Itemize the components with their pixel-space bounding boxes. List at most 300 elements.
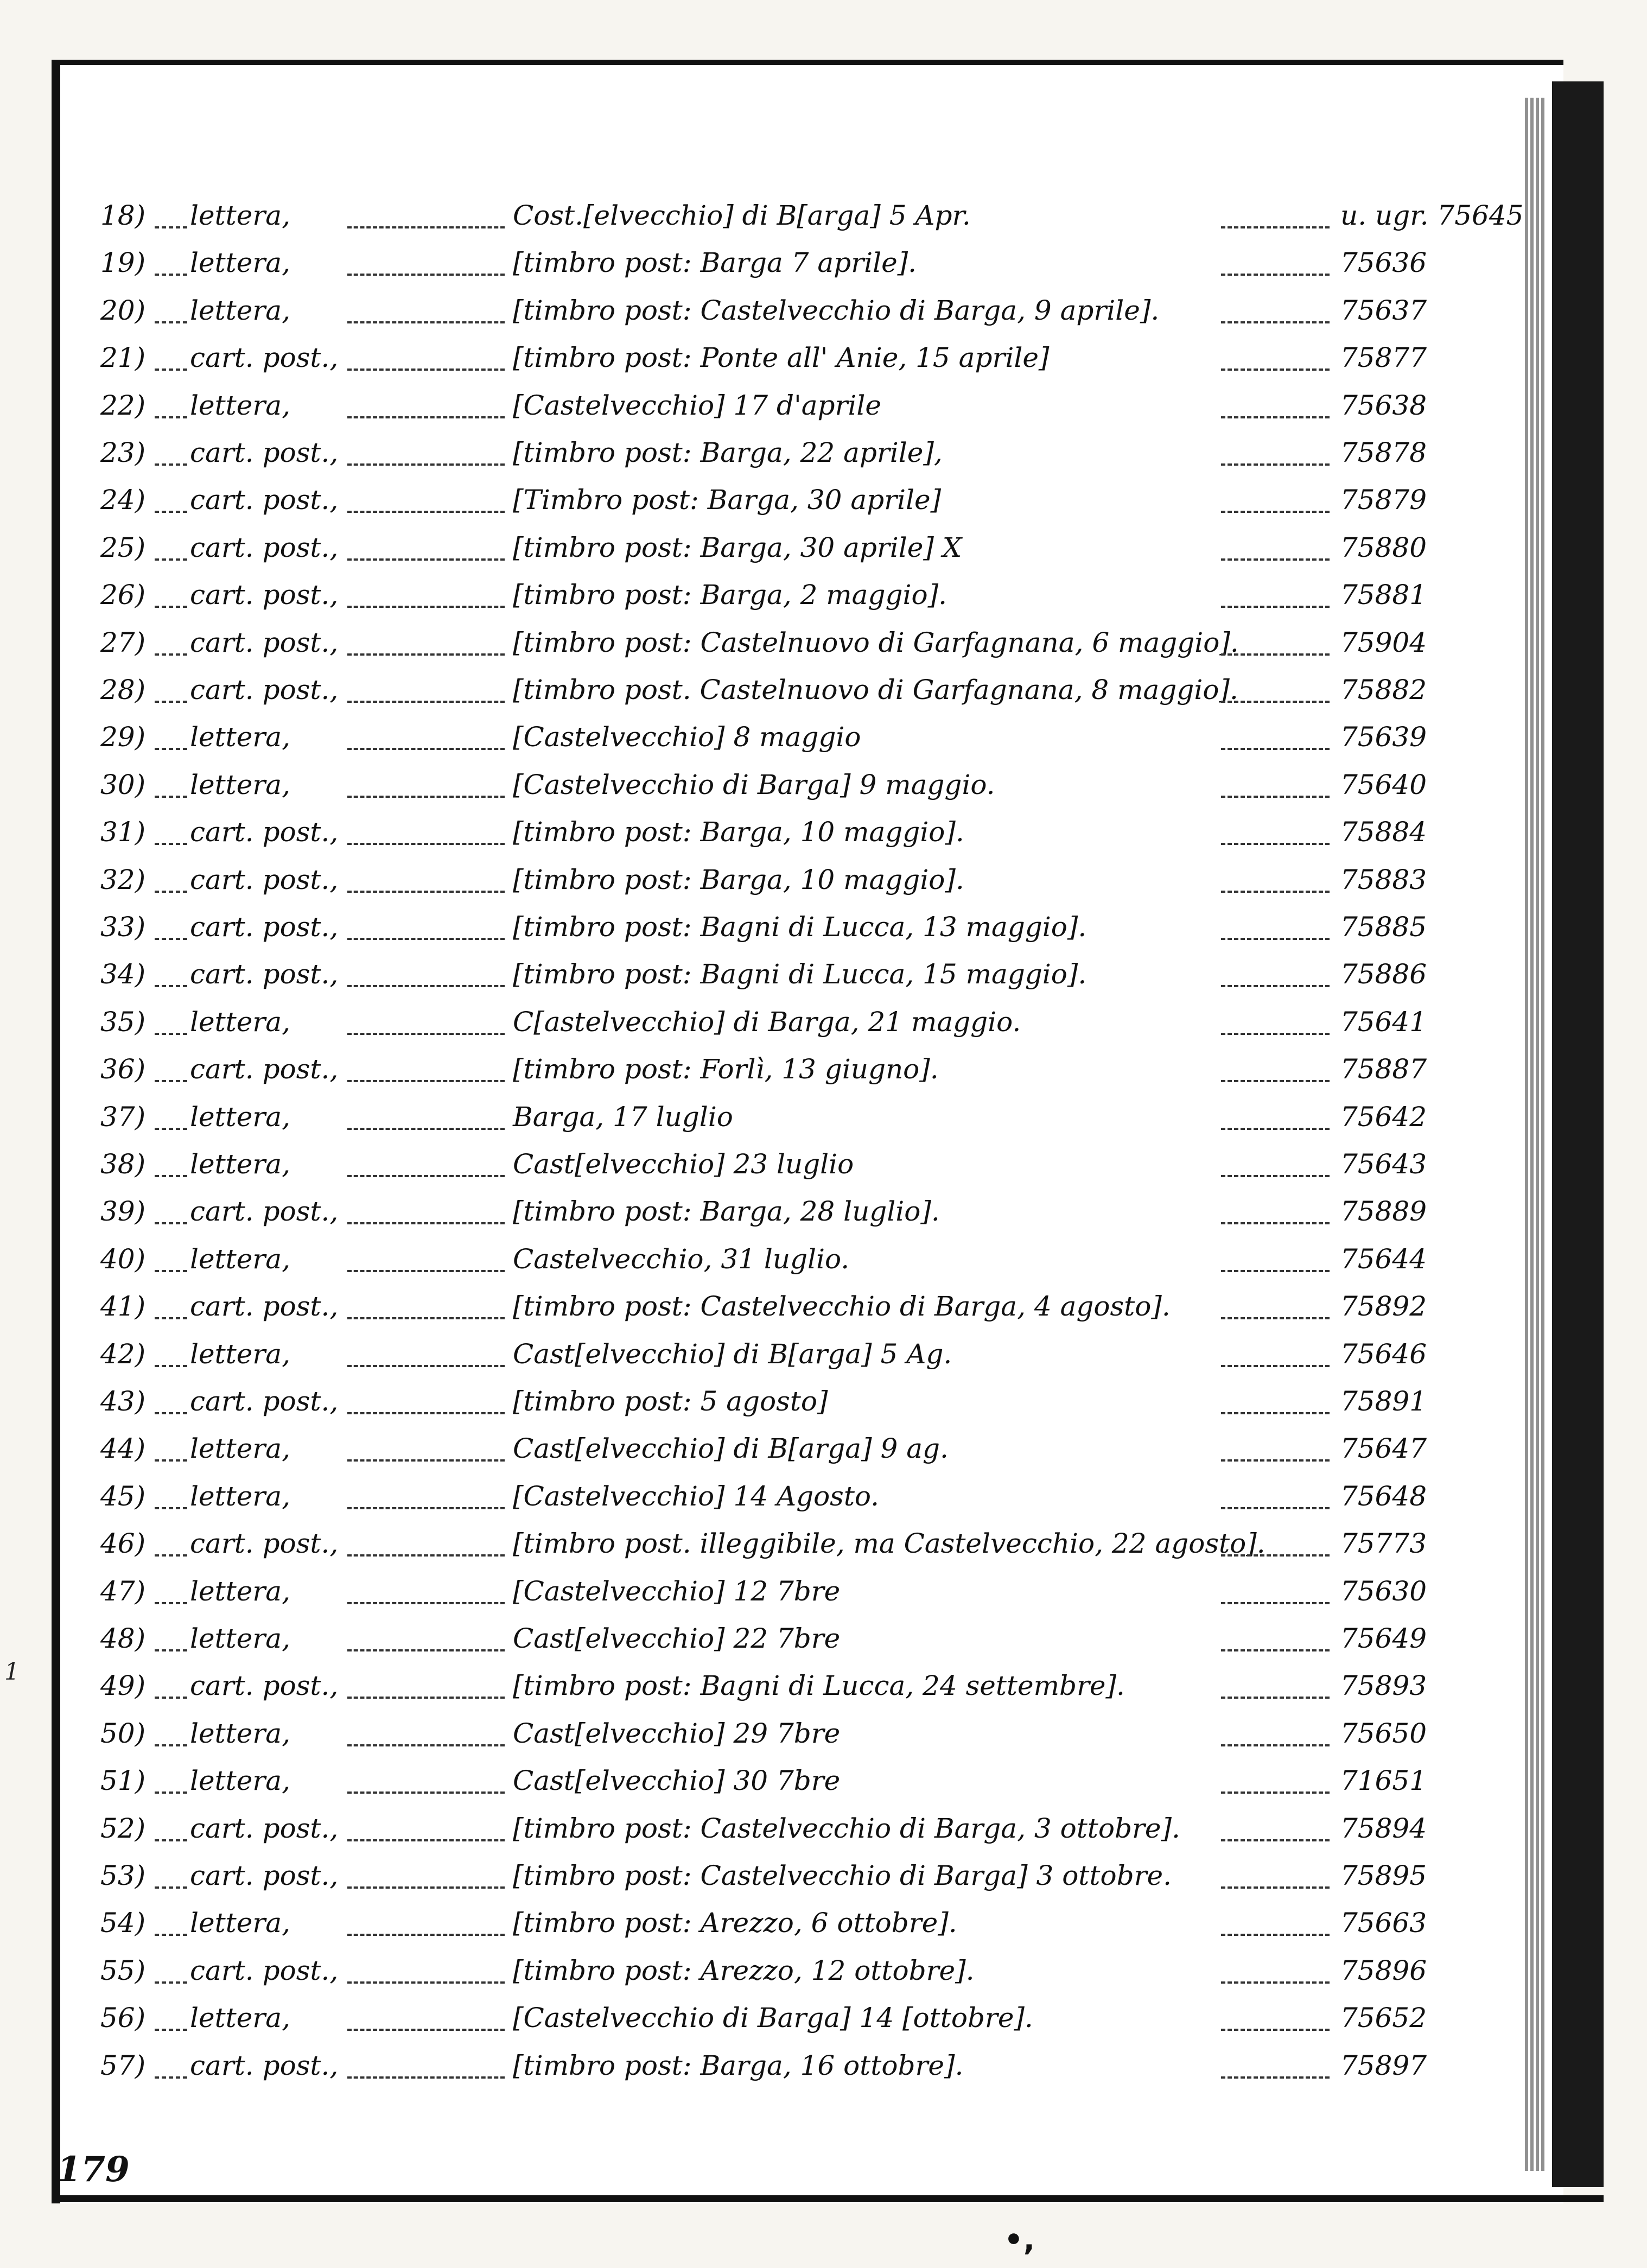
dotted-leader — [347, 1744, 505, 1746]
dotted-leader — [347, 226, 505, 228]
entry-type: lettera, — [190, 1101, 290, 1133]
dotted-leader — [347, 511, 505, 513]
dotted-leader — [1221, 1459, 1330, 1462]
dotted-leader — [347, 843, 505, 845]
ledger-entry — [0, 1094, 1647, 1142]
entry-type: cart. post., — [190, 863, 339, 895]
entry-number: 47) — [100, 1575, 146, 1607]
ledger-entry — [0, 288, 1647, 335]
dotted-leader — [1221, 1033, 1330, 1035]
dotted-leader — [155, 843, 187, 845]
dotted-leader — [1221, 701, 1330, 703]
dotted-leader — [347, 985, 505, 987]
entry-reference: 75638 — [1340, 389, 1427, 421]
dotted-leader — [1221, 321, 1330, 323]
entry-description: Cast[elvecchio] di B[arga] 9 ag. — [513, 1433, 949, 1465]
entry-description: [Castelvecchio] 14 Agosto. — [513, 1480, 880, 1512]
dotted-leader — [155, 1033, 187, 1035]
entry-reference: 75642 — [1340, 1101, 1427, 1133]
entry-number: 55) — [100, 1954, 146, 1986]
dotted-leader — [347, 1033, 505, 1035]
dotted-leader — [347, 891, 505, 893]
entry-reference: 75886 — [1340, 958, 1427, 990]
dotted-leader — [155, 2076, 187, 2079]
entry-reference: 75644 — [1340, 1243, 1427, 1275]
dotted-leader — [155, 1649, 187, 1651]
ledger-entry — [0, 1284, 1647, 1331]
entry-type: lettera, — [190, 1148, 290, 1180]
ledger-entry — [0, 1948, 1647, 1996]
dotted-leader — [1221, 748, 1330, 750]
dotted-leader — [1221, 1270, 1330, 1272]
dotted-leader — [155, 321, 187, 323]
entry-description: [Castelvecchio] 12 7bre — [513, 1575, 841, 1607]
entry-description: [timbro post: Castelvecchio di Barga, 4 agosto]. — [513, 1291, 1171, 1323]
entry-number: 39) — [100, 1196, 146, 1228]
ledger-entry — [0, 383, 1647, 430]
dotted-leader — [155, 274, 187, 276]
dotted-leader — [1221, 1365, 1330, 1367]
dotted-leader — [1221, 1744, 1330, 1746]
dotted-leader — [347, 938, 505, 940]
dotted-leader — [1221, 1175, 1330, 1177]
entry-number: 48) — [100, 1623, 146, 1654]
entry-reference: 75894 — [1340, 1812, 1427, 1844]
dotted-leader — [155, 1270, 187, 1272]
entry-reference: 75882 — [1340, 674, 1427, 706]
dotted-leader — [155, 1981, 187, 1984]
entry-reference: 75648 — [1340, 1480, 1427, 1512]
dotted-leader — [1221, 1649, 1330, 1651]
entry-description: [timbro post. illeggibile, ma Castelvecchio, 22 agosto]. — [513, 1528, 1266, 1560]
dotted-leader — [1221, 2076, 1330, 2079]
entry-type: cart. post., — [190, 1196, 339, 1228]
dotted-leader — [347, 1649, 505, 1651]
ledger-entry — [0, 904, 1647, 952]
dotted-leader — [155, 796, 187, 798]
entry-type: lettera, — [190, 768, 290, 801]
entry-type: cart. post., — [190, 911, 339, 943]
entry-type: cart. post., — [190, 958, 339, 990]
entry-description: [Castelvecchio di Barga] 14 [ottobre]. — [513, 2002, 1033, 2034]
dotted-leader — [347, 1175, 505, 1177]
ledger-entry — [0, 1568, 1647, 1616]
dotted-leader — [155, 1839, 187, 1841]
ledger-entry — [0, 525, 1647, 573]
entry-number: 27) — [100, 626, 146, 658]
dotted-leader — [155, 606, 187, 608]
entry-description: [timbro post: Bagni di Lucca, 24 settembre]. — [513, 1670, 1125, 1702]
entry-reference: 75884 — [1340, 816, 1427, 848]
entry-description: [timbro post: Barga, 22 aprile], — [513, 437, 943, 468]
ledger-entry — [0, 572, 1647, 620]
entry-number: 30) — [100, 768, 146, 801]
entry-number: 25) — [100, 531, 146, 563]
dotted-leader — [1221, 606, 1330, 608]
entry-number: 28) — [100, 674, 146, 706]
entry-type: cart. post., — [190, 626, 339, 658]
entry-number: 34) — [100, 958, 146, 990]
dotted-leader — [1221, 416, 1330, 418]
ledger-entry — [0, 1900, 1647, 1948]
ledger-entry — [0, 1711, 1647, 1758]
dotted-leader — [347, 1128, 505, 1130]
dotted-leader — [155, 1317, 187, 1319]
ledger-entry — [0, 999, 1647, 1047]
entry-reference: 75650 — [1340, 1717, 1427, 1749]
dotted-leader — [1221, 1080, 1330, 1082]
ledger-entry — [0, 620, 1647, 668]
entry-description: [timbro post: Forlì, 13 giugno]. — [513, 1053, 939, 1085]
dotted-leader — [155, 653, 187, 656]
entry-description: [timbro post: Castelnuovo di Garfagnana, 6 maggio]. — [513, 626, 1239, 658]
entry-description: [timbro post: Barga, 30 aprile] X — [513, 531, 962, 563]
dotted-leader — [155, 1697, 187, 1699]
entry-description: Cast[elvecchio] 23 luglio — [513, 1148, 854, 1180]
dotted-leader — [347, 1839, 505, 1841]
entry-type: lettera, — [190, 1623, 290, 1654]
dotted-leader — [1221, 653, 1330, 656]
ledger-entry — [0, 1521, 1647, 1568]
dotted-leader — [155, 1744, 187, 1746]
margin-mark: 1 — [4, 1658, 20, 1686]
entry-type: lettera, — [190, 1717, 290, 1749]
entry-number: 57) — [100, 2049, 146, 2081]
dotted-leader — [1221, 558, 1330, 561]
entry-type: lettera, — [190, 1907, 290, 1939]
entry-number: 50) — [100, 1717, 146, 1749]
dotted-leader — [347, 416, 505, 418]
entry-description: [timbro post: Barga, 16 ottobre]. — [513, 2049, 964, 2081]
dotted-leader — [155, 1554, 187, 1557]
ledger-entry — [0, 430, 1647, 478]
dotted-leader — [1221, 511, 1330, 513]
entry-number: 32) — [100, 863, 146, 895]
dotted-leader — [347, 321, 505, 323]
dotted-leader — [155, 701, 187, 703]
dotted-leader — [347, 1412, 505, 1414]
entry-number: 24) — [100, 484, 146, 516]
ledger-entry — [0, 714, 1647, 762]
dotted-leader — [347, 1886, 505, 1889]
ledger-entry — [0, 1853, 1647, 1901]
dotted-leader — [347, 1981, 505, 1984]
entry-reference: 75647 — [1340, 1433, 1427, 1465]
entry-number: 29) — [100, 721, 146, 753]
entry-number: 53) — [100, 1860, 146, 1891]
ledger-entry — [0, 1995, 1647, 2043]
entry-type: cart. post., — [190, 1860, 339, 1891]
entry-number: 40) — [100, 1243, 146, 1275]
entry-description: Barga, 17 luglio — [513, 1101, 733, 1133]
entry-type: cart. post., — [190, 816, 339, 848]
entry-number: 49) — [100, 1670, 146, 1702]
entry-description: [timbro post: Castelvecchio di Barga, 3 ottobre]. — [513, 1812, 1180, 1844]
dotted-leader — [1221, 1697, 1330, 1699]
dotted-leader — [1221, 843, 1330, 845]
ledger-entry — [0, 1473, 1647, 1521]
entry-reference: 75879 — [1340, 484, 1427, 516]
dotted-leader — [347, 701, 505, 703]
dotted-leader — [155, 2029, 187, 2031]
dotted-leader — [155, 985, 187, 987]
entry-description: [timbro post: Arezzo, 12 ottobre]. — [513, 1954, 975, 1986]
dotted-leader — [347, 463, 505, 466]
dotted-leader — [347, 1459, 505, 1462]
entry-description: Castelvecchio, 31 luglio. — [513, 1243, 850, 1275]
entry-type: cart. post., — [190, 674, 339, 706]
ledger-entry — [0, 1141, 1647, 1189]
page-number: 179 — [57, 2149, 130, 2190]
dotted-leader — [1221, 274, 1330, 276]
dotted-leader — [347, 1080, 505, 1082]
entry-type: cart. post., — [190, 1670, 339, 1702]
dotted-leader — [347, 1697, 505, 1699]
entry-number: 54) — [100, 1907, 146, 1939]
ledger-entry — [0, 1236, 1647, 1284]
entry-type: lettera, — [190, 1575, 290, 1607]
entry-description: Cast[elvecchio] di B[arga] 5 Ag. — [513, 1338, 952, 1370]
ledger-entry — [0, 1378, 1647, 1426]
dotted-leader — [155, 226, 187, 228]
entry-type: cart. post., — [190, 437, 339, 468]
dotted-leader — [1221, 1934, 1330, 1936]
entry-type: cart. post., — [190, 1291, 339, 1323]
dotted-leader — [155, 1175, 187, 1177]
dotted-leader — [347, 1365, 505, 1367]
entry-type: cart. post., — [190, 1954, 339, 1986]
entry-type: cart. post., — [190, 484, 339, 516]
entry-type: lettera, — [190, 1765, 290, 1797]
entry-reference: 75889 — [1340, 1196, 1427, 1228]
entry-description: Cast[elvecchio] 30 7bre — [513, 1765, 841, 1797]
entry-description: C[astelvecchio] di Barga, 21 maggio. — [513, 1006, 1021, 1038]
ledger-entry — [0, 335, 1647, 383]
entry-reference: 75896 — [1340, 1954, 1427, 1986]
entry-type: lettera, — [190, 294, 290, 326]
entry-number: 20) — [100, 294, 146, 326]
dotted-leader — [347, 274, 505, 276]
dotted-leader — [155, 511, 187, 513]
dotted-leader — [155, 1886, 187, 1889]
entry-description: [timbro post. Castelnuovo di Garfagnana, 8 maggio]. — [513, 674, 1238, 706]
dotted-leader — [155, 558, 187, 561]
entry-description: Cast[elvecchio] 22 7bre — [513, 1623, 841, 1654]
entry-description: [timbro post: Barga, 10 maggio]. — [513, 863, 964, 895]
dotted-leader — [1221, 1507, 1330, 1509]
dotted-leader — [155, 1222, 187, 1224]
dotted-leader — [1221, 985, 1330, 987]
ledger-entry — [0, 1189, 1647, 1236]
dotted-leader — [347, 796, 505, 798]
entry-reference: 75893 — [1340, 1670, 1427, 1702]
ledger-entry — [0, 667, 1647, 715]
entry-reference: 75643 — [1340, 1148, 1427, 1180]
entry-type: cart. post., — [190, 1386, 339, 1417]
dotted-leader — [155, 1128, 187, 1130]
dotted-leader — [347, 1934, 505, 1936]
entry-type: lettera, — [190, 1338, 290, 1370]
entry-reference: 75897 — [1340, 2049, 1427, 2081]
entry-number: 19) — [100, 247, 146, 279]
entry-reference: 75887 — [1340, 1053, 1427, 1085]
entry-type: cart. post., — [190, 342, 339, 374]
dotted-leader — [1221, 1839, 1330, 1841]
dotted-leader — [347, 1791, 505, 1794]
entry-description: [timbro post: Barga, 10 maggio]. — [513, 816, 964, 848]
entry-description: [Timbro post: Barga, 30 aprile] — [513, 484, 942, 516]
entry-number: 56) — [100, 2002, 146, 2034]
dotted-leader — [347, 1602, 505, 1604]
ledger-entry — [0, 193, 1647, 240]
dotted-leader — [347, 369, 505, 371]
entry-number: 23) — [100, 437, 146, 468]
dotted-leader — [155, 416, 187, 418]
dotted-leader — [347, 1554, 505, 1557]
entry-number: 36) — [100, 1053, 146, 1085]
dotted-leader — [155, 748, 187, 750]
entry-number: 46) — [100, 1528, 146, 1560]
entry-number: 38) — [100, 1148, 146, 1180]
entry-description: [timbro post: Castelvecchio di Barga] 3 ottobre. — [513, 1860, 1172, 1891]
ledger-entry — [0, 2043, 1647, 2091]
dotted-leader — [347, 2029, 505, 2031]
entry-description: [timbro post: Bagni di Lucca, 15 maggio]. — [513, 958, 1087, 990]
entry-number: 52) — [100, 1812, 146, 1844]
ink-mark: •, — [1004, 2222, 1035, 2258]
dotted-leader — [155, 891, 187, 893]
dotted-leader — [1221, 1128, 1330, 1130]
entry-number: 18) — [100, 200, 146, 231]
ledger-entry — [0, 1046, 1647, 1094]
ledger-entry — [0, 857, 1647, 905]
entry-description: [timbro post: Bagni di Lucca, 13 maggio]. — [513, 911, 1087, 943]
entry-reference: 75649 — [1340, 1623, 1427, 1654]
entry-reference: 75895 — [1340, 1860, 1427, 1891]
entry-number: 51) — [100, 1765, 146, 1797]
entry-reference: 75641 — [1340, 1006, 1427, 1038]
entry-reference: 75885 — [1340, 911, 1427, 943]
entry-number: 44) — [100, 1433, 146, 1465]
entry-reference: 75773 — [1340, 1528, 1427, 1560]
dotted-leader — [155, 1412, 187, 1414]
dotted-leader — [1221, 2029, 1330, 2031]
entry-reference: 75652 — [1340, 2002, 1427, 2034]
entry-type: lettera, — [190, 1006, 290, 1038]
ledger-entry — [0, 809, 1647, 857]
dotted-leader — [155, 369, 187, 371]
entry-reference: 75880 — [1340, 531, 1427, 563]
entry-reference: 75878 — [1340, 437, 1427, 468]
dotted-leader — [1221, 463, 1330, 466]
ledger-entry — [0, 762, 1647, 810]
dotted-leader — [347, 1507, 505, 1509]
entry-description: [timbro post: Arezzo, 6 ottobre]. — [513, 1907, 957, 1939]
ledger-entry — [0, 951, 1647, 999]
dotted-leader — [155, 1507, 187, 1509]
dotted-leader — [155, 1934, 187, 1936]
entry-reference: 75630 — [1340, 1575, 1427, 1607]
entry-reference: 75892 — [1340, 1291, 1427, 1323]
dotted-leader — [1221, 1981, 1330, 1984]
entry-number: 22) — [100, 389, 146, 421]
entry-description: [timbro post: Castelvecchio di Barga, 9 aprile]. — [513, 294, 1160, 326]
entry-reference: 75891 — [1340, 1386, 1427, 1417]
entry-type: lettera, — [190, 2002, 290, 2034]
entry-type: cart. post., — [190, 1528, 339, 1560]
entry-number: 33) — [100, 911, 146, 943]
entry-type: cart. post., — [190, 579, 339, 611]
entry-type: cart. post., — [190, 2049, 339, 2081]
entry-type: cart. post., — [190, 1053, 339, 1085]
entry-reference: 75646 — [1340, 1338, 1427, 1370]
dotted-leader — [155, 1459, 187, 1462]
entry-type: lettera, — [190, 247, 290, 279]
ledger-entry — [0, 240, 1647, 288]
ledger-entry — [0, 1331, 1647, 1379]
entry-type: lettera, — [190, 1243, 290, 1275]
dotted-leader — [155, 463, 187, 466]
entry-type: lettera, — [190, 721, 290, 753]
dotted-leader — [347, 606, 505, 608]
dotted-leader — [1221, 938, 1330, 940]
dotted-leader — [1221, 226, 1330, 228]
entry-reference: 75636 — [1340, 247, 1427, 279]
entry-reference: 75663 — [1340, 1907, 1427, 1939]
dotted-leader — [347, 558, 505, 561]
entry-number: 37) — [100, 1101, 146, 1133]
entry-description: [timbro post: Barga, 28 luglio]. — [513, 1196, 940, 1228]
dotted-leader — [155, 938, 187, 940]
entry-description: [Castelvecchio] 17 d'aprile — [513, 389, 882, 421]
dotted-leader — [1221, 1791, 1330, 1794]
ledger-entry — [0, 1806, 1647, 1853]
ledger-entry — [0, 1426, 1647, 1473]
dotted-leader — [347, 653, 505, 656]
entry-number: 45) — [100, 1480, 146, 1512]
dotted-leader — [155, 1080, 187, 1082]
dotted-leader — [155, 1365, 187, 1367]
entry-type: cart. post., — [190, 531, 339, 563]
dotted-leader — [347, 1222, 505, 1224]
entry-reference: 71651 — [1340, 1765, 1427, 1797]
entry-number: 35) — [100, 1006, 146, 1038]
entry-number: 43) — [100, 1386, 146, 1417]
dotted-leader — [347, 1270, 505, 1272]
entry-type: cart. post., — [190, 1812, 339, 1844]
entry-reference: 75904 — [1340, 626, 1427, 658]
entry-description: [timbro post: Barga 7 aprile]. — [513, 247, 917, 279]
ledger-entry — [0, 477, 1647, 525]
entry-reference: 75639 — [1340, 721, 1427, 753]
entry-type: lettera, — [190, 1480, 290, 1512]
ledger-entry — [0, 1616, 1647, 1663]
dotted-leader — [347, 2076, 505, 2079]
dotted-leader — [155, 1602, 187, 1604]
dotted-leader — [1221, 1222, 1330, 1224]
entry-reference: 75883 — [1340, 863, 1427, 895]
dotted-leader — [1221, 1602, 1330, 1604]
entry-reference: 75640 — [1340, 768, 1427, 801]
dotted-leader — [1221, 1886, 1330, 1889]
entry-number: 42) — [100, 1338, 146, 1370]
entry-number: 26) — [100, 579, 146, 611]
dotted-leader — [1221, 1554, 1330, 1557]
entry-description: Cost.[elvecchio] di B[arga] 5 Apr. — [513, 200, 971, 231]
dotted-leader — [1221, 796, 1330, 798]
dotted-leader — [347, 1317, 505, 1319]
entry-number: 21) — [100, 342, 146, 374]
